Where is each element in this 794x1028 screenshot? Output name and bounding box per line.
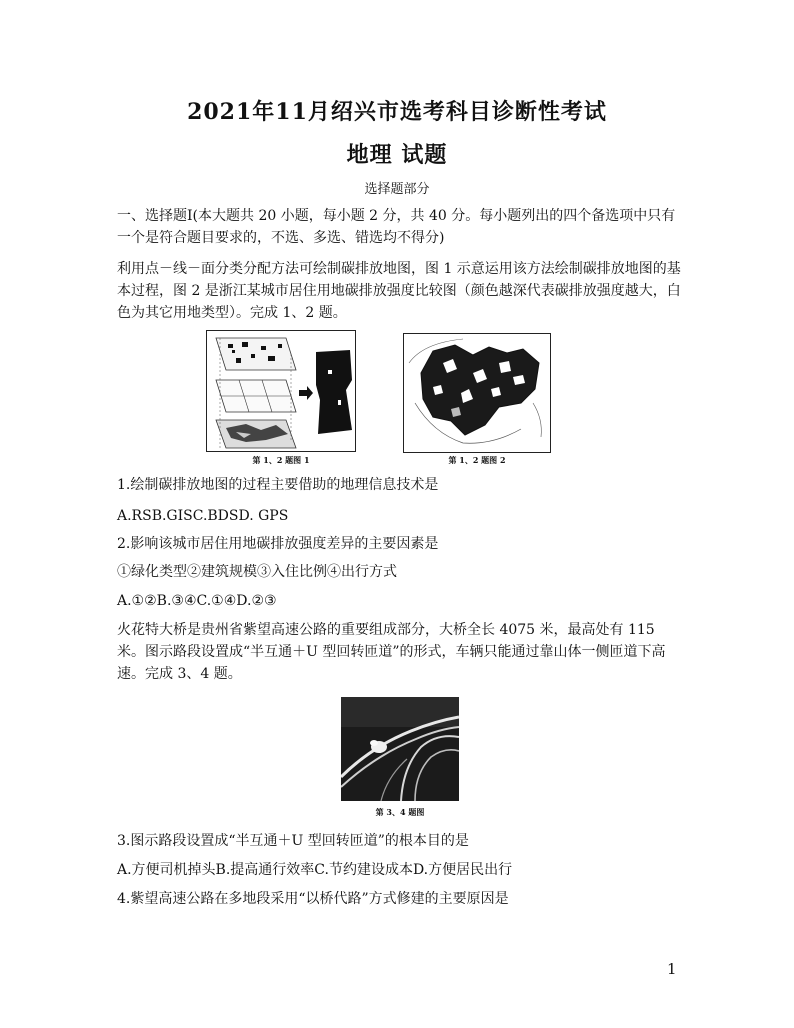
passage-1: 利用点－线－面分类分配方法可绘制碳排放地图，图 1 示意运用该方法绘制碳排放地图的基本过程，图 2 是浙江某城市居住用地碳排放强度比较图（颜色越深代表碳排放强度越大，白色为其它用地类型）。完成 1、2 题。 xyxy=(117,261,681,321)
question-2-options: A.①②B.③④C.①④D.②③ xyxy=(117,593,277,609)
figure-1-process-diagram xyxy=(206,330,356,452)
question-3-options: A.方便司机掉头B.提高通行效率C.节约建设成本D.方便居民出行 xyxy=(117,862,513,878)
figure-2-carbon-map xyxy=(403,333,551,453)
section-heading: 选择题部分 xyxy=(364,182,430,197)
question-1-options: A.RSB.GISC.BDSD. GPS xyxy=(117,508,289,524)
figure-3-caption: 第 3、4 题图 xyxy=(375,807,425,817)
figure-3-bridge-photo xyxy=(341,697,459,801)
figure-2-caption: 第 1、2 题图 2 xyxy=(448,455,506,465)
question-1: 1.绘制碳排放地图的过程主要借助的地理信息技术是 xyxy=(117,477,439,493)
question-2: 2.影响该城市居住用地碳排放强度差异的主要因素是 xyxy=(117,536,439,552)
figure-1-caption: 第 1、2 题图 1 xyxy=(252,455,310,465)
question-4: 4.紫望高速公路在多地段采用“以桥代路”方式修建的主要原因是 xyxy=(117,891,509,907)
question-3: 3.图示路段设置成“半互通＋U 型回转匝道”的根本目的是 xyxy=(117,833,469,849)
page-subtitle: 地理 试题 xyxy=(346,142,448,168)
instructions: 一、选择题Ⅰ(本大题共 20 小题，每小题 2 分，共 40 分。每小题列出的四个备选项中只有一个是符合题目要求的，不选、多选、错选均不得分) xyxy=(117,208,676,246)
question-2-items: ①绿化类型②建筑规模③入住比例④出行方式 xyxy=(117,564,397,580)
passage-2: 火花特大桥是贵州省紫望高速公路的重要组成部分，大桥全长 4075 米，最高处有 115 米。图示路段设置成“半互通＋U 型回转匝道”的形式，车辆只能通过靠山体一侧匝道下高速。完成 3、4 题。 xyxy=(117,622,666,682)
page-number: 1 xyxy=(667,960,677,978)
page-title: 2021年11月绍兴市选考科目诊断性考试 xyxy=(187,99,607,125)
